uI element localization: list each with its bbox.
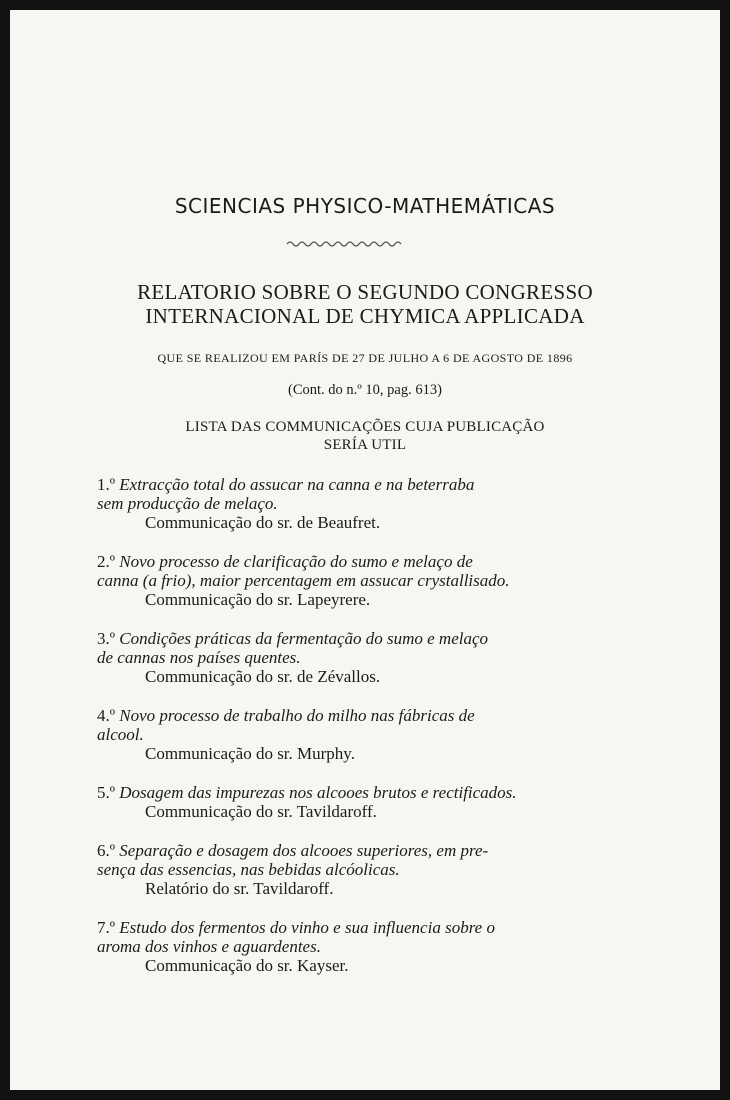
item-number: 3.º bbox=[97, 629, 116, 648]
item-title-line-1: Extracção total do assucar na canna e na beterraba bbox=[119, 475, 475, 494]
item-number: 4.º bbox=[97, 706, 116, 725]
list-item bbox=[97, 475, 581, 532]
continuation-note: (Cont. do n.º 10, pag. 613) bbox=[288, 382, 442, 398]
list-item bbox=[97, 841, 581, 898]
list-item bbox=[97, 918, 581, 975]
item-author: Communicação do sr. Tavildaroff. bbox=[145, 802, 377, 821]
list-heading-line-2: SERÍA UTIL bbox=[323, 437, 407, 453]
item-title-line-1: Novo processo de clarificação do sumo e melaço de bbox=[119, 552, 473, 571]
item-author: Communicação do sr. de Zévallos. bbox=[145, 667, 381, 686]
report-title-line-2: INTERNACIONAL DE CHYMICA APPLICADA bbox=[145, 304, 585, 328]
item-title bbox=[97, 629, 581, 667]
item-title bbox=[97, 783, 581, 802]
list-item bbox=[97, 706, 581, 763]
item-title bbox=[97, 475, 581, 513]
item-title bbox=[97, 841, 581, 879]
item-title-line-1: Dosagem das impurezas nos alcooes brutos e rectificados. bbox=[119, 783, 517, 802]
communications-list bbox=[97, 475, 581, 995]
item-author: Relatório do sr. Tavildaroff. bbox=[145, 879, 334, 898]
decorative-wave-divider bbox=[285, 240, 405, 248]
report-subtitle: QUE SE REALIZOU EM PARÍS DE 27 DE JULHO A 6 DE AGOSTO DE 1896 bbox=[157, 351, 573, 365]
report-title-line-1: RELATORIO SOBRE O SEGUNDO CONGRESSO bbox=[137, 280, 593, 304]
document-page bbox=[10, 10, 720, 1090]
item-title-line-1: Condições práticas da fermentação do sumo e melaço bbox=[119, 629, 489, 648]
item-title-line-2: de cannas nos países quentes. bbox=[97, 648, 301, 667]
section-header: SCIENCIAS PHYSICO-MATHEMÁTICAS bbox=[174, 194, 556, 218]
item-title-line-1: Estudo dos fermentos do vinho e sua influencia sobre o bbox=[119, 918, 495, 937]
item-title bbox=[97, 918, 581, 956]
item-number: 5.º bbox=[97, 783, 116, 802]
item-number: 2.º bbox=[97, 552, 116, 571]
list-heading-line-1: LISTA DAS COMMUNICAÇÕES CUJA PUBLICAÇÃO bbox=[185, 419, 545, 435]
report-title bbox=[10, 280, 720, 328]
item-title-line-1: Novo processo de trabalho do milho nas fábricas de bbox=[119, 706, 475, 725]
item-title bbox=[97, 552, 581, 590]
item-title-line-2: sem producção de melaço. bbox=[97, 494, 278, 513]
item-author: Communicação do sr. Kayser. bbox=[145, 956, 349, 975]
item-author: Communicação do sr. Lapeyrere. bbox=[145, 590, 371, 609]
item-number: 7.º bbox=[97, 918, 116, 937]
item-author: Communicação do sr. Murphy. bbox=[145, 744, 355, 763]
item-title-line-1: Separação e dosagem dos alcooes superiores, em pre- bbox=[119, 841, 489, 860]
item-title-line-2: sença das essencias, nas bebidas alcóolicas. bbox=[97, 860, 400, 879]
list-item bbox=[97, 783, 581, 821]
item-title bbox=[97, 706, 581, 744]
item-title-line-2: canna (a frio), maior percentagem em assucar crystallisado. bbox=[97, 571, 510, 590]
item-author: Communicação do sr. de Beaufret. bbox=[145, 513, 381, 532]
item-title-line-2: aroma dos vinhos e aguardentes. bbox=[97, 937, 321, 956]
item-number: 6.º bbox=[97, 841, 116, 860]
item-title-line-2: alcool. bbox=[97, 725, 144, 744]
list-item bbox=[97, 552, 581, 609]
list-heading bbox=[10, 418, 720, 454]
list-item bbox=[97, 629, 581, 686]
item-number: 1.º bbox=[97, 475, 116, 494]
